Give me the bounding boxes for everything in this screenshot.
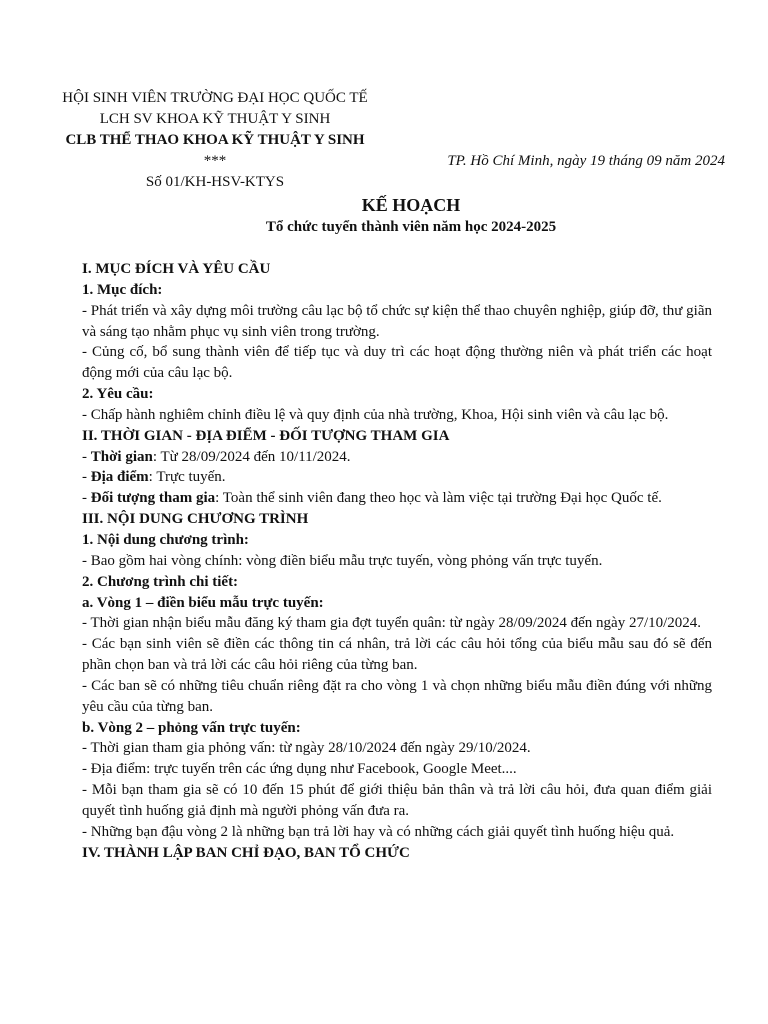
time-value: : Từ 28/09/2024 đến 10/11/2024. <box>152 448 351 465</box>
paragraph: - Các ban sẽ có những tiêu chuẩn riêng đặt ra cho vòng 1 và chọn những biểu mẫu điền đúng với những yêu cầu của từng ban. <box>82 677 712 715</box>
dash: - <box>82 469 91 486</box>
time-label: Thời gian <box>90 448 153 465</box>
paragraph: - Chấp hành nghiêm chỉnh điều lệ và quy định của nhà trường, Khoa, Hội sinh viên và câu lạc bộ. <box>82 406 669 423</box>
section-3-heading: III. NỘI DUNG CHƯƠNG TRÌNH <box>82 511 309 528</box>
paragraph: - Các bạn sinh viên sẽ điền các thông tin cá nhân, trả lời các câu hỏi tổng của biểu mẫu sau đó sẽ đến phần chọn ban và trả lời các câu hỏi riêng của từng ban. <box>82 636 712 674</box>
target-label: Đối tượng tham gia <box>90 490 216 507</box>
place-line <box>82 467 712 488</box>
paragraph: - Thời gian nhận biểu mẫu đăng ký tham gia đợt tuyển quân: từ ngày 28/09/2024 đến ngày 27/10/2024. <box>82 615 702 632</box>
organization-header <box>30 88 400 193</box>
paragraph: - Những bạn đậu vòng 2 là những bạn trả lời hay và có những cách giải quyết tình huống hiệu quả. <box>82 823 675 840</box>
target-value: : Toàn thể sinh viên đang theo học và làm việc tại trường Đại học Quốc tế. <box>215 490 662 507</box>
dash: - <box>82 490 91 507</box>
section-2-heading: II. THỜI GIAN - ĐỊA ĐIỂM - ĐỐI TƯỢNG THAM GIA <box>82 427 450 444</box>
section-3-sub-2: 2. Chương trình chi tiết: <box>82 573 239 590</box>
stars-divider: *** <box>203 153 227 169</box>
section-1-sub-2: 2. Yêu cầu: <box>82 386 154 403</box>
org-line-1: HỘI SINH VIÊN TRƯỜNG ĐẠI HỌC QUỐC TẾ <box>62 90 368 106</box>
dash: - <box>82 448 91 465</box>
section-1-heading: I. MỤC ĐÍCH VÀ YÊU CẦU <box>82 261 271 277</box>
document-body <box>82 259 712 863</box>
round-2-heading: b. Vòng 2 – phỏng vấn trực tuyến: <box>82 719 301 736</box>
document-subtitle: Tổ chức tuyển thành viên năm học 2024-2025 <box>265 219 557 235</box>
document-number: Số 01/KH-HSV-KTYS <box>145 174 285 190</box>
time-line <box>82 447 712 468</box>
paragraph: - Thời gian tham gia phỏng vấn: từ ngày 28/10/2024 đến ngày 29/10/2024. <box>82 740 531 757</box>
paragraph: - Bao gồm hai vòng chính: vòng điền biểu mẫu trực tuyến, vòng phỏng vấn trực tuyến. <box>82 552 603 569</box>
paragraph: - Củng cố, bổ sung thành viên để tiếp tục và duy trì các hoạt động thường niên và phát triển các hoạt động mới của câu lạc bộ. <box>82 344 712 382</box>
document-title: KẾ HOẠCH <box>361 195 461 215</box>
paragraph: - Địa điểm: trực tuyến trên các ứng dụng như Facebook, Google Meet.... <box>82 761 517 778</box>
place-label: Địa điểm <box>90 469 149 486</box>
section-3-sub-1: 1. Nội dung chương trình: <box>82 531 249 548</box>
place-value: : Trực tuyến. <box>148 469 226 486</box>
place-date: TP. Hồ Chí Minh, ngày 19 tháng 09 năm 2024 <box>447 153 725 169</box>
section-1-sub-1: 1. Mục đích: <box>82 281 163 298</box>
org-line-2: LCH SV KHOA KỸ THUẬT Y SINH <box>99 111 331 127</box>
section-4-heading: IV. THÀNH LẬP BAN CHỈ ĐẠO, BAN TỔ CHỨC <box>82 844 410 861</box>
org-line-3: CLB THỂ THAO KHOA KỸ THUẬT Y SINH <box>65 132 365 148</box>
round-1-heading: a. Vòng 1 – điền biểu mẫu trực tuyến: <box>82 594 324 611</box>
paragraph: - Phát triển và xây dựng môi trường câu lạc bộ tổ chức sự kiện thể thao chuyên nghiệp, giúp đỡ, thư giãn và sáng tạo nhằm phục vụ sinh viên trong trường. <box>82 302 712 340</box>
paragraph: - Mỗi bạn tham gia sẽ có 10 đến 15 phút để giới thiệu bản thân và trả lời câu hỏi, đưa quan điểm giải quyết tình huống giả định mà người phỏng vấn đưa ra. <box>82 782 712 819</box>
target-line <box>82 488 712 509</box>
